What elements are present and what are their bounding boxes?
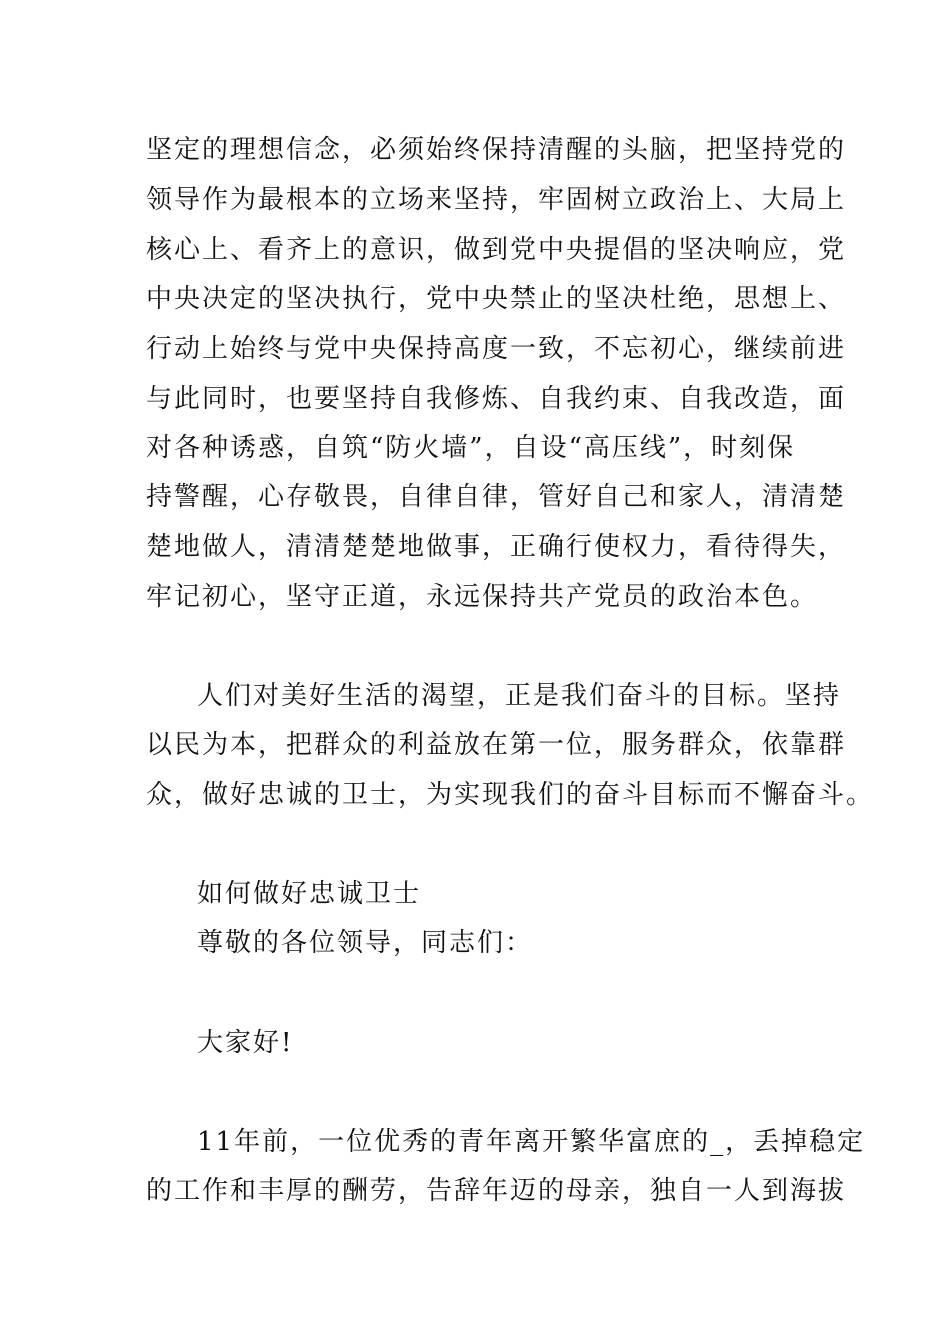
paragraph-1-line-4: 中央决定的坚决执行，党中央禁止的坚决杜绝，思想上、 [146, 284, 847, 314]
paragraph-1-line-5: 行动上始终与党中央保持高度一致，不忘初心，继续前进 [146, 334, 847, 364]
section-heading: 如何做好忠诚卫士 [197, 879, 422, 909]
paragraph-3-line-2: 的工作和丰厚的酬劳，告辞年迈的母亲，独自一人到海拔 [146, 1176, 847, 1206]
greeting: 大家好! [197, 1028, 294, 1058]
paragraph-2-line-3: 众，做好忠诚的卫士，为实现我们的奋斗目标而不懈奋斗。 [146, 780, 875, 810]
salutation: 尊敬的各位领导，同志们： [197, 928, 534, 958]
paragraph-1-line-2: 领导作为最根本的立场来坚持，牢固树立政治上、大局上 [146, 185, 847, 215]
paragraph-1-line-1: 坚定的理想信念，必须始终保持清醒的头脑，把坚持党的 [146, 135, 847, 165]
paragraph-1-line-3: 核心上、看齐上的意识，做到党中央提倡的坚决响应，党 [146, 235, 847, 265]
paragraph-1-line-9: 楚地做人，清清楚楚地做事，正确行使权力，看待得失， [146, 532, 847, 562]
paragraph-2-line-1: 人们对美好生活的渴望，正是我们奋斗的目标。坚持 [197, 681, 842, 711]
paragraph-1-line-8: 持警醒，心存敬畏，自律自律，管好自己和家人，清清楚 [146, 482, 847, 512]
paragraph-1-line-6: 与此同时，也要坚持自我修炼、自我约束、自我改造，面 [146, 384, 847, 414]
paragraph-1-line-10: 牢记初心，坚守正道，永远保持共产党员的政治本色。 [146, 582, 819, 612]
paragraph-1-line-7: 对各种诱惑，自筑“防火墙”，自设“高压线”，时刻保 [146, 433, 796, 463]
paragraph-3-line-1: 11年前，一位优秀的青年离开繁华富庶的_，丢掉稳定 [197, 1127, 866, 1157]
paragraph-2-line-2: 以民为本，把群众的利益放在第一位，服务群众，依靠群 [146, 730, 847, 760]
